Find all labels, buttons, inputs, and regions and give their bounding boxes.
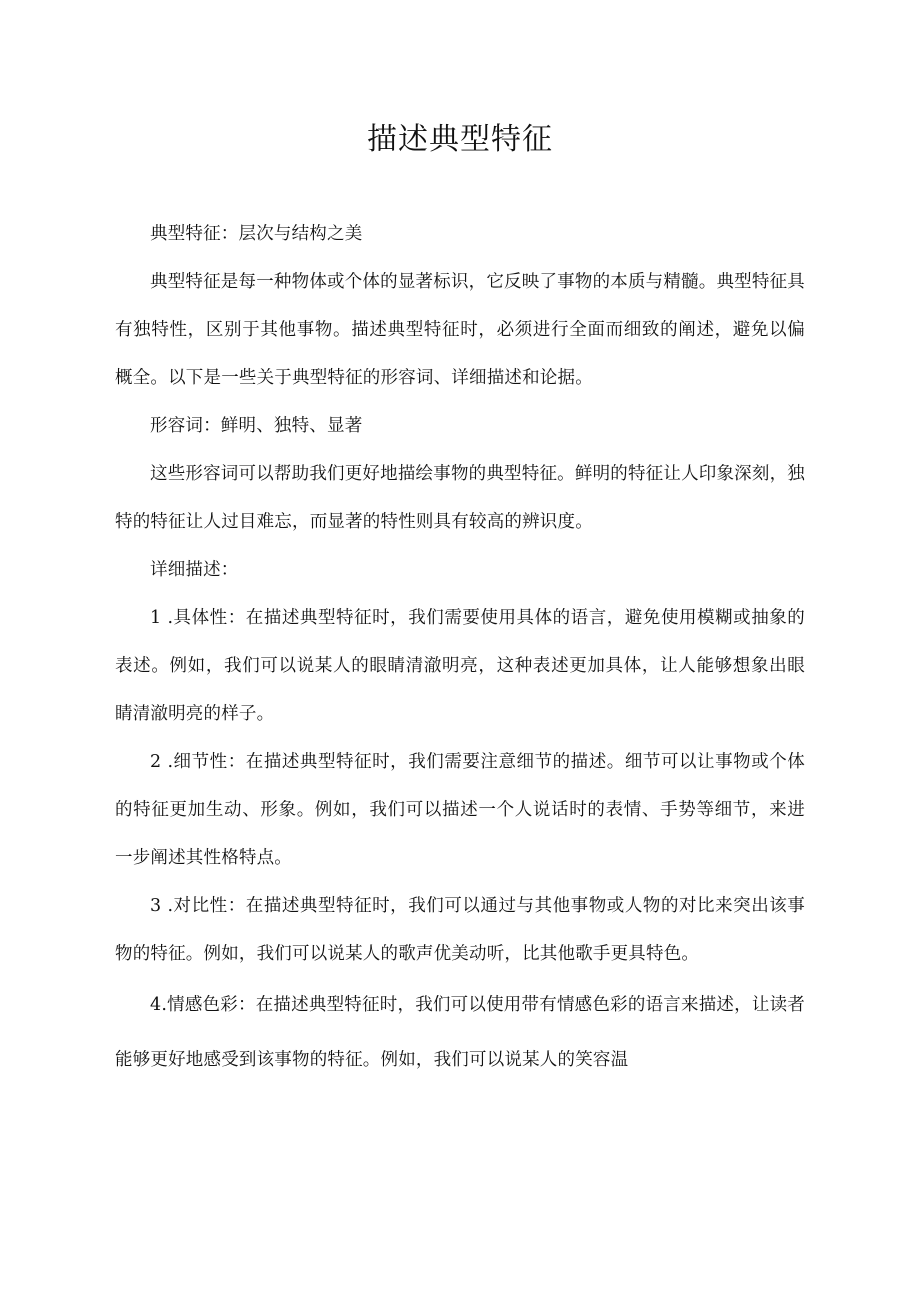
paragraph-adjectives-explanation: 这些形容词可以帮助我们更好地描绘事物的典型特征。鲜明的特征让人印象深刻，独特的特征让人过目难忘，而显著的特性则具有较高的辨识度。 — [115, 464, 805, 532]
paragraph-point-specificity: 1 .具体性：在描述典型特征时，我们需要使用具体的语言，避免使用模糊或抽象的表述。例如，我们可以说某人的眼睛清澈明亮，这种表述更加具体，让人能够想象出眼睛清澈明亮的样子。 — [115, 608, 805, 724]
document-body — [115, 210, 805, 1088]
paragraph-detailed-description-heading: 详细描述： — [150, 560, 239, 580]
paragraph-heading-typical-features: 典型特征：层次与结构之美 — [150, 224, 363, 244]
paragraph-point-detail: 2 .细节性：在描述典型特征时，我们需要注意细节的描述。细节可以让事物或个体的特征更加生动、形象。例如，我们可以描述一个人说话时的表情、手势等细节，来进一步阐述其性格特点。 — [115, 752, 805, 868]
paragraph-point-emotion: 4.情感色彩：在描述典型特征时，我们可以使用带有情感色彩的语言来描述，让读者能够更好地感受到该事物的特征。例如，我们可以说某人的笑容温 — [115, 995, 805, 1070]
paragraph-adjectives: 形容词：鲜明、独特、显著 — [150, 416, 363, 436]
paragraph-point-contrast: 3 .对比性：在描述典型特征时，我们可以通过与其他事物或人物的对比来突出该事物的特征。例如，我们可以说某人的歌声优美动听，比其他歌手更具特色。 — [115, 896, 805, 964]
paragraph-intro: 典型特征是每一种物体或个体的显著标识，它反映了事物的本质与精髓。典型特征具有独特性，区别于其他事物。描述典型特征时，必须进行全面而细致的阐述，避免以偏概全。以下是一些关于典型特征的形容词、详细描述和论据。 — [115, 272, 805, 388]
document-title: 描述典型特征 — [367, 122, 553, 157]
